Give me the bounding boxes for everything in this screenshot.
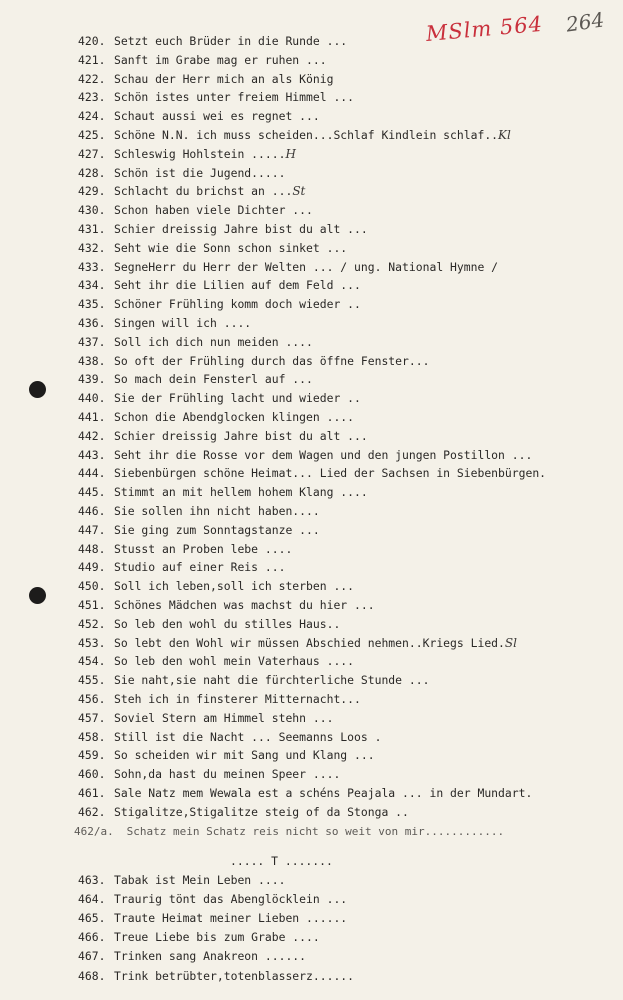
list-item <box>78 109 320 123</box>
entry-title: Schau der Herr mich an als König <box>114 71 334 86</box>
entry-number: 433. <box>78 259 106 274</box>
entry-number: 451. <box>78 598 106 612</box>
entry-number: 460. <box>78 767 106 782</box>
entry-title: Schlacht du brichst an ... <box>114 184 293 199</box>
entry-title: Tabak ist Mein Leben .... <box>114 873 286 887</box>
entry-title: So leb den wohl mein Vaterhaus .... <box>114 654 355 669</box>
entry-title: So mach dein Fensterl auf ... <box>114 372 313 387</box>
entry-title: So leb den wohl du stilles Haus.. <box>114 616 341 631</box>
entry-title: Siebenbürgen schöne Heimat... Lied der Sachsen in Siebenbürgen. <box>114 466 547 481</box>
entry-title: Soll ich dich nun meiden .... <box>114 334 313 349</box>
entry-number: 465. <box>78 911 106 926</box>
entry-title: Schatz mein Schatz reis nicht so weit von mir............ <box>126 825 505 838</box>
list-item <box>78 523 320 537</box>
entry-title: Treue Liebe bis zum Grabe .... <box>114 930 320 945</box>
entry-title: Schöner Frühling komm doch wieder .. <box>114 297 361 312</box>
list-item <box>78 72 333 86</box>
list-item <box>78 969 354 983</box>
list-item <box>78 911 347 925</box>
list-item <box>78 711 333 725</box>
list-item <box>78 391 361 405</box>
entry-number: 429. <box>78 184 106 199</box>
entry-title: So oft der Frühling durch das öffne Fenster... <box>114 353 430 368</box>
list-item <box>78 504 320 518</box>
entry-title: Seht ihr die Rosse vor dem Wagen und den jungen Postillon ... <box>114 447 533 462</box>
entry-number: 462/a. <box>74 825 114 838</box>
entry-title: Stusst an Proben lebe .... <box>114 541 293 556</box>
list-item <box>78 673 429 687</box>
list-item <box>78 372 313 386</box>
shelfmark-signature: MSlm 564 <box>424 11 544 46</box>
entry-number: 427. <box>78 146 106 161</box>
entry-title: Trink betrübter,totenblasserz...... <box>114 968 355 983</box>
entry-title: Still ist die Nacht ... Seemanns Loos . <box>114 729 382 744</box>
entry-number: 437. <box>78 334 106 349</box>
entry-number: 432. <box>78 240 106 255</box>
entry-title: Soviel Stern am Himmel stehn ... <box>114 710 334 725</box>
entry-number: 449. <box>78 560 106 575</box>
entry-number: 463. <box>78 873 106 887</box>
handwritten-annotation: St <box>292 184 306 199</box>
list-item <box>78 542 292 556</box>
entry-number: 423. <box>78 90 106 105</box>
entry-number: 464. <box>78 892 106 907</box>
list-item <box>78 222 368 236</box>
entry-number: 439. <box>78 372 106 387</box>
list-item <box>78 316 251 330</box>
entry-number: 466. <box>78 930 106 945</box>
entry-number: 456. <box>78 692 106 706</box>
entry-number: 430. <box>78 203 106 218</box>
list-item <box>78 128 511 142</box>
entry-number: 459. <box>78 748 106 763</box>
list-item <box>78 241 347 255</box>
entry-number: 428. <box>78 165 106 180</box>
list-item <box>78 297 361 311</box>
entry-number: 458. <box>78 729 106 744</box>
list-item <box>78 354 429 368</box>
list-item <box>78 466 546 480</box>
entry-number: 445. <box>78 485 106 500</box>
entry-title: Stimmt an mit hellem hohem Klang .... <box>114 485 368 500</box>
list-item <box>78 767 340 781</box>
entry-title: Sanft im Grabe mag er ruhen ... <box>114 52 327 67</box>
entry-number: 441. <box>78 410 106 424</box>
entry-title: Schleswig Hohlstein ..... <box>114 146 286 161</box>
entry-number: 435. <box>78 297 106 312</box>
entry-number: 447. <box>78 522 106 537</box>
list-item <box>78 34 347 48</box>
list-item <box>78 560 285 574</box>
entry-number: 442. <box>78 428 106 443</box>
list-item <box>78 203 313 217</box>
entry-title: Trinken sang Anakreon ...... <box>114 949 307 964</box>
entry-title: Schön ist die Jugend..... <box>114 165 286 180</box>
entry-number: 431. <box>78 222 106 236</box>
entry-title: Schöne N.N. ich muss scheiden...Schlaf Kindlein schlaf.. <box>114 128 499 142</box>
entry-title: Traute Heimat meiner Lieben ...... <box>114 911 348 926</box>
entry-title: Sie ging zum Sonntagstanze ... <box>114 522 320 537</box>
entry-number: 424. <box>78 109 106 124</box>
entry-title: Setzt euch Brüder in die Runde ... <box>114 34 348 48</box>
entry-title: Schier dreissig Jahre bist du alt ... <box>114 428 368 443</box>
entry-title: Schon die Abendglocken klingen .... <box>114 410 355 424</box>
entry-title: Schier dreissig Jahre bist du alt ... <box>114 222 368 236</box>
list-item <box>78 873 285 887</box>
entry-title: Schön istes unter freiem Himmel ... <box>114 90 355 105</box>
entry-title: Sale Natz mem Wewala est a schéns Peajala ... in der Mundart. <box>114 786 533 800</box>
list-item <box>78 278 361 292</box>
list-item <box>78 730 381 744</box>
entry-number: 468. <box>78 968 106 983</box>
list-item <box>78 748 375 762</box>
entry-title: SegneHerr du Herr der Welten ... / ung. National Hymne / <box>114 259 499 274</box>
entry-title: Steh ich in finsterer Mitternacht... <box>114 692 361 706</box>
list-item <box>78 598 375 612</box>
entry-title: Traurig tönt das Abenglöcklein ... <box>114 892 348 907</box>
entry-title: Sie naht,sie naht die fürchterliche Stunde ... <box>114 673 430 688</box>
entry-number: 450. <box>78 579 106 594</box>
entry-number: 425. <box>78 128 106 142</box>
entry-title: Schon haben viele Dichter ... <box>114 203 313 218</box>
entry-number: 443. <box>78 447 106 462</box>
list-item <box>78 949 306 963</box>
section-heading-t: ..... T ....... <box>230 854 333 868</box>
entry-number: 453. <box>78 635 106 650</box>
entry-title: Stigalitze,Stigalitze steig of da Stonga .. <box>114 804 409 819</box>
entry-number: 444. <box>78 466 106 481</box>
list-item <box>78 429 368 443</box>
handwritten-annotation: H <box>285 146 296 161</box>
list-item <box>78 485 368 499</box>
list-item <box>78 786 532 800</box>
handwritten-annotation: Sl <box>504 635 517 650</box>
list-item <box>78 260 498 274</box>
list-item <box>78 335 313 349</box>
entry-number: 436. <box>78 316 106 330</box>
list-item <box>78 579 354 593</box>
entry-number: 454. <box>78 654 106 669</box>
list-item <box>78 892 347 906</box>
list-item <box>78 692 361 706</box>
entry-title: Seht ihr die Lilien auf dem Feld ... <box>114 278 361 293</box>
entry-title: So scheiden wir mit Sang und Klang ... <box>114 748 375 763</box>
entry-number: 440. <box>78 391 106 406</box>
entry-number: 420. <box>78 34 106 48</box>
entry-title: Soll ich leben,soll ich sterben ... <box>114 579 355 594</box>
entry-title: Sie sollen ihn nicht haben.... <box>114 504 320 518</box>
entry-title: Singen will ich .... <box>114 316 252 330</box>
entry-title: Sie der Frühling lacht und wieder .. <box>114 391 361 406</box>
entry-number: 455. <box>78 673 106 688</box>
entry-number: 446. <box>78 504 106 518</box>
entry-title: So lebt den Wohl wir müssen Abschied nehmen..Kriegs Lied. <box>114 635 505 650</box>
list-item <box>78 90 354 104</box>
list-item <box>78 654 354 668</box>
list-item <box>78 53 327 67</box>
list-item <box>78 147 296 161</box>
entry-number: 434. <box>78 278 106 293</box>
list-item <box>78 448 532 462</box>
entry-number: 421. <box>78 52 106 67</box>
entry-number: 452. <box>78 616 106 631</box>
list-item <box>74 825 504 839</box>
entry-number: 461. <box>78 786 106 800</box>
entry-number: 462. <box>78 804 106 819</box>
list-item <box>78 805 409 819</box>
list-item <box>78 636 517 650</box>
punch-hole <box>29 587 46 604</box>
entry-title: Sohn,da hast du meinen Speer .... <box>114 767 341 782</box>
list-item <box>78 930 320 944</box>
handwritten-annotation: Kl <box>498 128 511 142</box>
page-number: 264 <box>564 7 606 37</box>
entry-number: 438. <box>78 353 106 368</box>
entry-number: 422. <box>78 71 106 86</box>
list-item <box>78 166 285 180</box>
entry-title: Schaut aussi wei es regnet ... <box>114 109 320 124</box>
list-item <box>78 184 305 198</box>
list-item <box>78 410 354 424</box>
punch-hole <box>29 381 46 398</box>
entry-number: 457. <box>78 710 106 725</box>
list-item <box>78 617 340 631</box>
entry-title: Schönes Mädchen was machst du hier ... <box>114 598 375 612</box>
entry-number: 448. <box>78 541 106 556</box>
entry-title: Studio auf einer Reis ... <box>114 560 286 575</box>
entry-number: 467. <box>78 949 106 964</box>
entry-title: Seht wie die Sonn schon sinket ... <box>114 240 348 255</box>
